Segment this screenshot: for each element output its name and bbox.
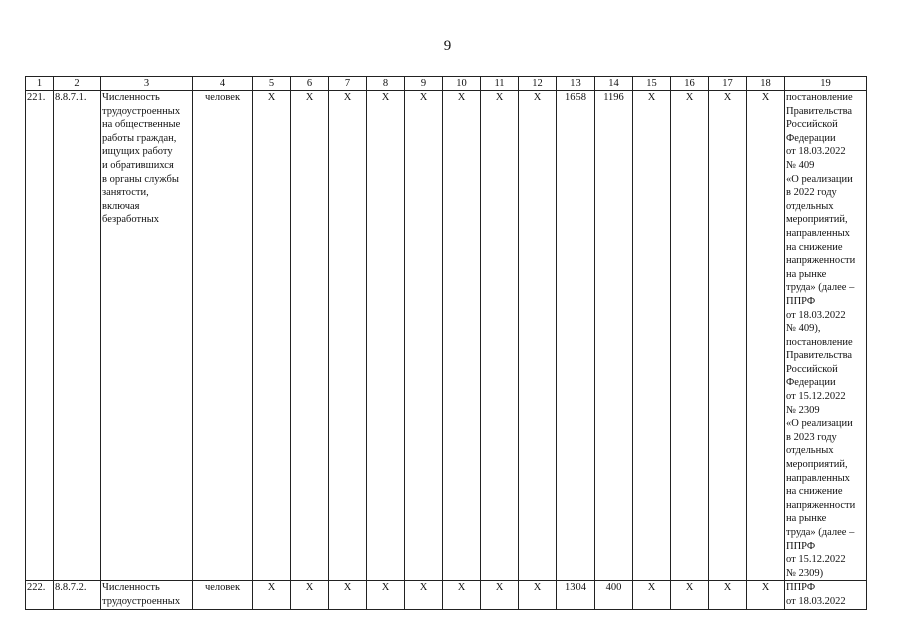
column-header-18: 18 bbox=[747, 77, 785, 91]
column-header-15: 15 bbox=[633, 77, 671, 91]
value-cell: X bbox=[709, 581, 747, 609]
value-cell: X bbox=[253, 581, 291, 609]
page-number: 9 bbox=[443, 38, 452, 54]
indicator-code-cell: 8.8.7.2. bbox=[54, 581, 101, 609]
column-header-8: 8 bbox=[367, 77, 405, 91]
indicator-name-cell: Численность трудоустроенных bbox=[101, 581, 193, 609]
table-row bbox=[26, 91, 867, 581]
value-cell: 1658 bbox=[557, 91, 595, 581]
value-cell: X bbox=[405, 91, 443, 581]
value-cell: X bbox=[253, 91, 291, 581]
value-cell: X bbox=[405, 581, 443, 609]
legal-basis-cell: ППРФ от 18.03.2022 bbox=[785, 581, 867, 609]
indicator-code-cell: 8.8.7.1. bbox=[54, 91, 101, 581]
column-header-5: 5 bbox=[253, 77, 291, 91]
value-cell: X bbox=[481, 581, 519, 609]
value-cell: 400 bbox=[595, 581, 633, 609]
header-row bbox=[26, 77, 867, 91]
column-header-9: 9 bbox=[405, 77, 443, 91]
value-cell: X bbox=[291, 91, 329, 581]
column-header-14: 14 bbox=[595, 77, 633, 91]
column-header-3: 3 bbox=[101, 77, 193, 91]
unit-cell: человек bbox=[193, 581, 253, 609]
value-cell: X bbox=[519, 581, 557, 609]
value-cell: 1196 bbox=[595, 91, 633, 581]
value-cell: X bbox=[443, 91, 481, 581]
value-cell: X bbox=[633, 91, 671, 581]
table-row bbox=[26, 581, 867, 609]
value-cell: X bbox=[443, 581, 481, 609]
unit-cell: человек bbox=[193, 91, 253, 581]
table-body bbox=[26, 77, 867, 610]
value-cell: X bbox=[367, 91, 405, 581]
value-cell: X bbox=[367, 581, 405, 609]
column-header-12: 12 bbox=[519, 77, 557, 91]
legal-basis-cell: постановление Правительства Российской Федерации от 18.03.2022 № 409 «О реализации в 2022 году отдельных мероприятий, направленных на снижение напряженности на рынке труда» (далее – ППРФ от 18.03.2022 № 409), постановление Правительства Российской Федерации от 15.12.2022 № 2309 «О реализации в 2023 году отдельных мероприятий, направленных на снижение напряженности на рынке труда» (далее – ППРФ от 15.12.2022 № 2309) bbox=[785, 91, 867, 581]
row-number-cell: 222. bbox=[26, 581, 54, 609]
column-header-2: 2 bbox=[54, 77, 101, 91]
value-cell: X bbox=[291, 581, 329, 609]
value-cell: X bbox=[747, 91, 785, 581]
column-header-16: 16 bbox=[671, 77, 709, 91]
indicators-table bbox=[25, 76, 867, 610]
column-header-19: 19 bbox=[785, 77, 867, 91]
value-cell: 1304 bbox=[557, 581, 595, 609]
value-cell: X bbox=[671, 91, 709, 581]
column-header-13: 13 bbox=[557, 77, 595, 91]
value-cell: X bbox=[671, 581, 709, 609]
value-cell: X bbox=[481, 91, 519, 581]
value-cell: X bbox=[709, 91, 747, 581]
indicator-name-cell: Численность трудоустроенных на общественные работы граждан, ищущих работу и обратившихся в органы службы занятости, включая безработных bbox=[101, 91, 193, 581]
value-cell: X bbox=[747, 581, 785, 609]
column-header-11: 11 bbox=[481, 77, 519, 91]
column-header-7: 7 bbox=[329, 77, 367, 91]
column-header-17: 17 bbox=[709, 77, 747, 91]
row-number-cell: 221. bbox=[26, 91, 54, 581]
value-cell: X bbox=[519, 91, 557, 581]
value-cell: X bbox=[633, 581, 671, 609]
column-header-6: 6 bbox=[291, 77, 329, 91]
column-header-1: 1 bbox=[26, 77, 54, 91]
column-header-10: 10 bbox=[443, 77, 481, 91]
value-cell: X bbox=[329, 91, 367, 581]
column-header-4: 4 bbox=[193, 77, 253, 91]
value-cell: X bbox=[329, 581, 367, 609]
